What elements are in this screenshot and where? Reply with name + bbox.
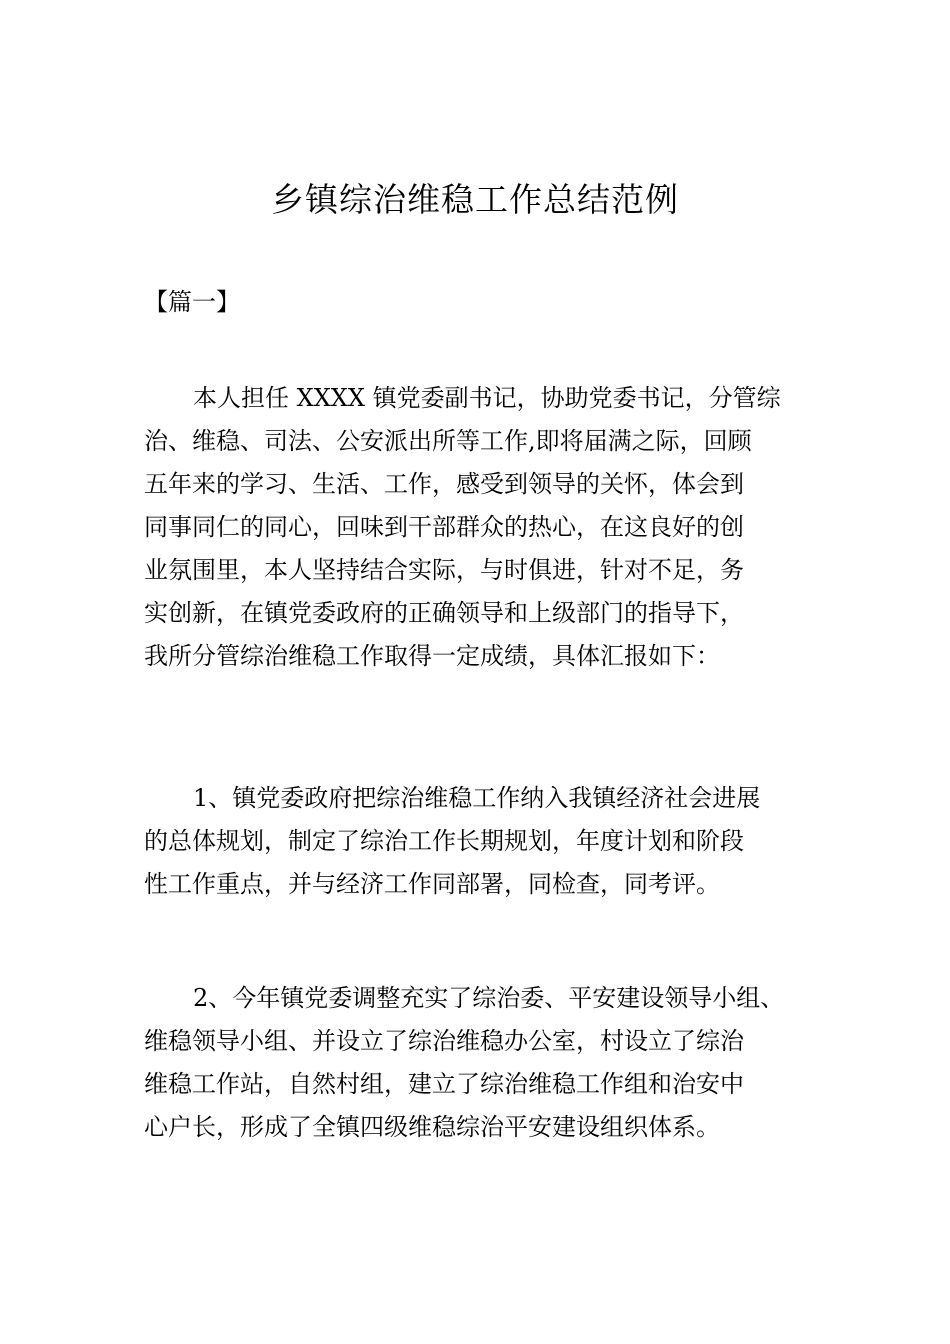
paragraph-line: 维稳领导小组、并设立了综治维稳办公室，村设立了综治 [144,1027,744,1055]
paragraph-line: 我所分管综治维稳工作取得一定成绩，具体汇报如下： [144,642,720,670]
paragraph-intro [144,377,834,678]
paragraph-line: 治、维稳、司法、公安派出所等工作,即将届满之际，回顾 [144,427,752,455]
document-title: 乡镇综治维稳工作总结范例 [271,180,679,219]
paragraph-item-1 [144,777,834,906]
section-label: 【篇一】 [144,288,240,316]
paragraph-line: 本人担任 XXXX 镇党委副书记，协助党委书记，分管综 [193,384,781,412]
paragraph-line: 五年来的学习、生活、工作，感受到领导的关怀，体会到 [144,470,744,498]
paragraph-line: 1、镇党委政府把综治维稳工作纳入我镇经济社会进展 [193,784,761,812]
paragraph-line: 性工作重点，并与经济工作同部署，同检查，同考评。 [144,870,720,898]
paragraph-line: 2、今年镇党委调整充实了综治委、平安建设领导小组、 [193,984,785,1012]
paragraph-item-2 [144,977,834,1149]
paragraph-line: 维稳工作站，自然村组，建立了综治维稳工作组和治安中 [144,1070,744,1098]
paragraph-line: 业氛围里，本人坚持结合实际，与时俱进，针对不足，务 [144,556,744,584]
paragraph-line: 实创新，在镇党委政府的正确领导和上级部门的指导下， [144,599,744,627]
paragraph-line: 心户长，形成了全镇四级维稳综治平安建设组织体系。 [144,1113,720,1141]
paragraph-line: 的总体规划，制定了综治工作长期规划，年度计划和阶段 [144,827,744,855]
paragraph-line: 同事同仁的同心，回味到干部群众的热心，在这良好的创 [144,513,744,541]
